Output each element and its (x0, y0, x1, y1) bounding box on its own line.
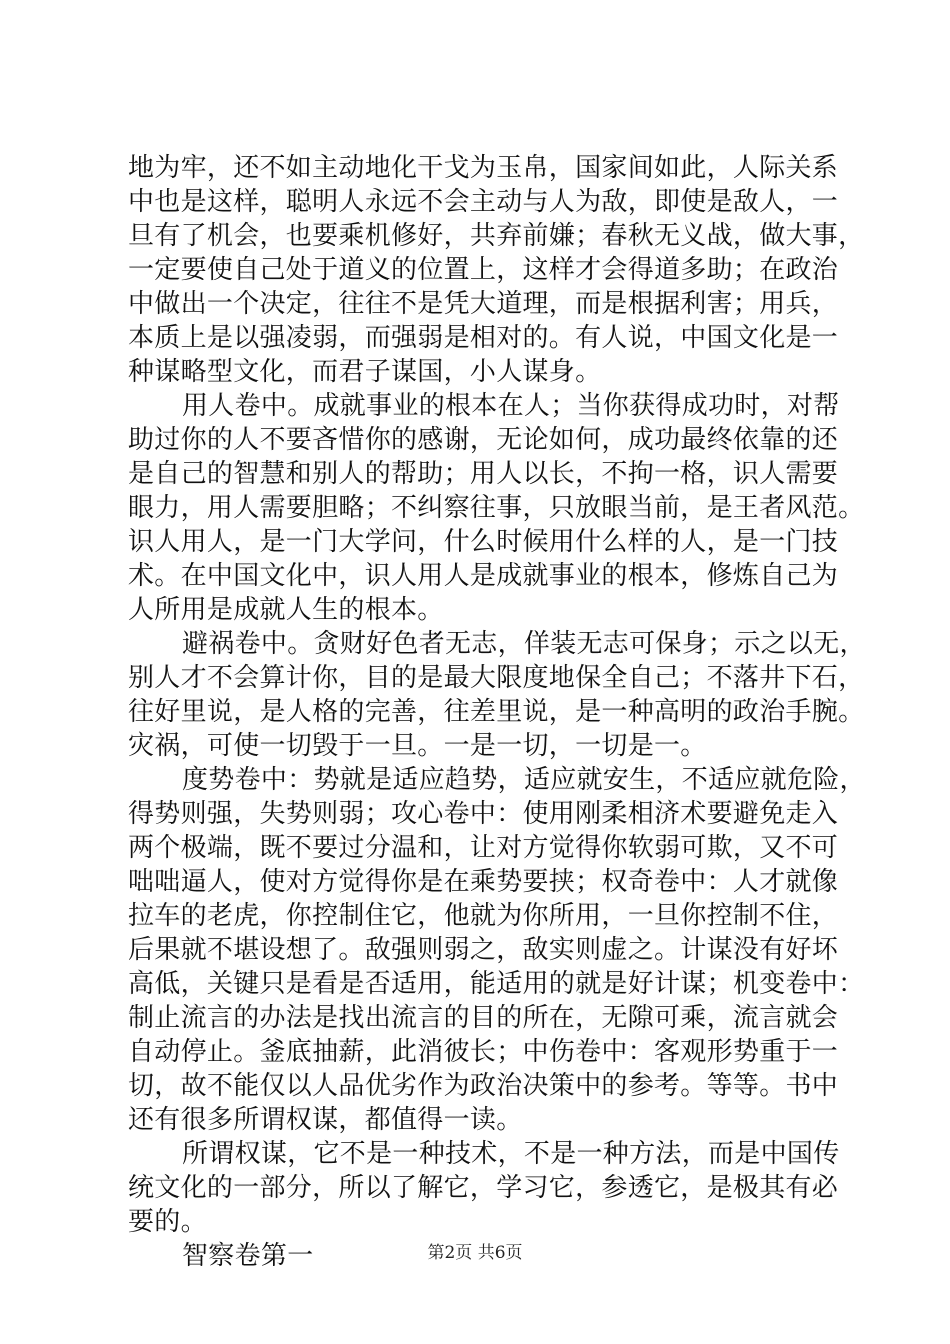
text-line: 统文化的一部分，所以了解它，学习它，参透它，是极其有必 (128, 1173, 839, 1203)
section-heading: 智察卷第一 (182, 1241, 314, 1271)
paragraph-end-line: 灾祸，可使一切毁于一旦。一是一切，一切是一。 (128, 731, 707, 761)
text-line: 往好里说，是人格的完善，往差里说，是一种高明的政治手腕。 (128, 697, 865, 727)
text-line: 制止流言的办法是找出流言的目的所在，无隙可乘，流言就会 (128, 1003, 839, 1033)
paragraph-end-line: 要的。 (128, 1207, 207, 1237)
text-line: 切，故不能仅以人品优劣作为政治决策中的参考。等等。书中 (128, 1071, 839, 1101)
page-number-footer: 第2页 共6页 (427, 1243, 523, 1263)
text-line: 后果就不堪设想了。敌强则弱之，敌实则虚之。计谋没有好坏 (128, 935, 839, 965)
text-line: 咄咄逼人，使对方觉得你是在乘势要挟；权奇卷中：人才就像 (128, 867, 839, 897)
paragraph-start-line: 度势卷中：势就是适应趋势，适应就安生，不适应就危险， (182, 765, 866, 795)
paragraph-start-line: 避祸卷中。贪财好色者无志，佯装无志可保身；示之以无， (182, 629, 866, 659)
text-line: 助过你的人不要吝惜你的感谢，无论如何，成功最终依靠的还 (128, 425, 839, 455)
paragraph-start-line: 所谓权谋，它不是一种技术，不是一种方法，而是中国传 (182, 1139, 840, 1169)
text-line: 地为牢，还不如主动地化干戈为玉帛，国家间如此，人际关系 (128, 153, 839, 183)
text-line: 本质上是以强凌弱，而强弱是相对的。有人说，中国文化是一 (128, 323, 839, 353)
text-line: 中做出一个决定，往往不是凭大道理，而是根据利害；用兵， (128, 289, 839, 319)
text-line: 拉车的老虎，你控制住它，他就为你所用，一旦你控制不住， (128, 901, 839, 931)
text-line: 一定要使自己处于道义的位置上，这样才会得道多助；在政治 (128, 255, 839, 285)
text-line: 术。在中国文化中，识人用人是成就事业的根本，修炼自己为 (128, 561, 839, 591)
text-line: 别人才不会算计你，目的是最大限度地保全自己；不落井下石， (128, 663, 865, 693)
paragraph-end-line: 还有很多所谓权谋，都值得一读。 (128, 1105, 523, 1135)
text-line: 中也是这样，聪明人永远不会主动与人为敌，即使是敌人，一 (128, 187, 839, 217)
paragraph-end-line: 人所用是成就人生的根本。 (128, 595, 444, 625)
text-line: 识人用人，是一门大学问，什么时候用什么样的人，是一门技 (128, 527, 839, 557)
text-line: 旦有了机会，也要乘机修好，共弃前嫌；春秋无义战，做大事， (128, 221, 865, 251)
text-line: 两个极端，既不要过分温和，让对方觉得你软弱可欺，又不可 (128, 833, 839, 863)
text-line: 得势则强，失势则弱；攻心卷中：使用刚柔相济术要避免走入 (128, 799, 839, 829)
text-line: 眼力，用人需要胆略；不纠察往事，只放眼当前，是王者风范。 (128, 493, 865, 523)
paragraph-start-line: 用人卷中。成就事业的根本在人；当你获得成功时，对帮 (182, 391, 840, 421)
document-body (128, 151, 866, 1273)
text-line: 高低，关键只是看是否适用，能适用的就是好计谋；机变卷中： (128, 969, 865, 999)
text-line: 是自己的智慧和别人的帮助；用人以长，不拘一格，识人需要 (128, 459, 839, 489)
paragraph-end-line: 种谋略型文化，而君子谋国，小人谋身。 (128, 357, 602, 387)
text-line: 自动停止。釜底抽薪，此消彼长；中伤卷中：客观形势重于一 (128, 1037, 839, 1067)
